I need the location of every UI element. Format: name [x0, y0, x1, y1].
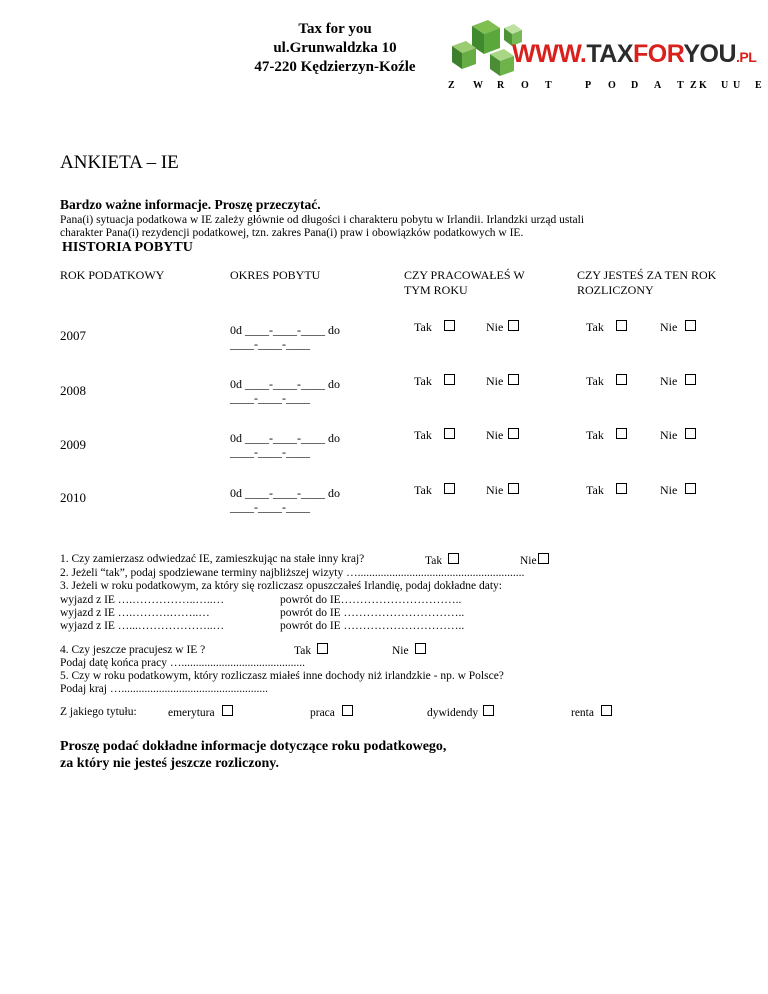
worked-yes-checkbox[interactable]: Tak — [414, 428, 455, 443]
settled-no-checkbox[interactable]: Nie — [660, 483, 696, 498]
income-disability-checkbox[interactable]: renta — [571, 705, 612, 720]
col-header-worked: CZY PRACOWAŁEŚ W — [404, 268, 525, 282]
tagline-u: U — [733, 80, 741, 91]
q1-yes-checkbox[interactable]: Tak — [425, 553, 459, 568]
settled-no-checkbox[interactable]: Nie — [660, 428, 696, 443]
question-1: 1. Czy zamierzasz odwiedzać IE, zamieszkując na stałe inny kraj? — [60, 553, 365, 565]
income-pension-checkbox[interactable]: emerytura — [168, 705, 233, 720]
year-2007: 2007 — [60, 328, 86, 343]
col-header-settled-2: ROZLICZONY — [577, 283, 654, 297]
col-header-year: ROK PODATKOWY — [60, 268, 165, 282]
settled-yes-checkbox[interactable]: Tak — [586, 483, 627, 498]
period-to-field[interactable]: ____-____-____ — [230, 445, 310, 459]
departure-date-field[interactable]: wyjazd z IE ….……….……..… — [60, 607, 210, 619]
intro-line-1: Pana(i) sytuacja podatkowa w IE zależy głównie od długości i charakteru pobytu w Irlandii. Irlandzki urząd ustali — [60, 214, 585, 226]
tagline-e: E — [755, 80, 762, 91]
intro-line-2: charakter Pana(i) rezydencji podatkowej, tzn. zakres Pana(i) praw i obowiązków podatkowych w IE. — [60, 227, 524, 239]
period-from-field[interactable]: 0d ____-____-____ do — [230, 323, 340, 337]
return-date-field[interactable]: powrót do IE………………………….. — [280, 594, 462, 606]
col-header-worked-2: TYM ROKU — [404, 283, 468, 297]
q1-no-checkbox[interactable]: Nie — [520, 553, 549, 568]
settled-yes-checkbox[interactable]: Tak — [586, 320, 627, 335]
worked-no-checkbox[interactable]: Nie — [486, 483, 519, 498]
question-4-end-date[interactable]: Podaj datę końca pracy …........................................... — [60, 657, 305, 669]
question-4: 4. Czy jeszcze pracujesz w IE ? — [60, 644, 206, 656]
departure-date-field[interactable]: wyjazd z IE …...………………..… — [60, 620, 225, 632]
worked-no-checkbox[interactable]: Nie — [486, 374, 519, 389]
year-2010: 2010 — [60, 490, 86, 505]
page-title: ANKIETA – IE — [60, 152, 179, 173]
return-date-field[interactable]: powrót do IE ………………………….. — [280, 620, 465, 632]
question-3: 3. Jeżeli w roku podatkowym, za który się rozliczasz opuszczałeś Irlandię, podaj dokładne daty: — [60, 580, 502, 592]
settled-no-checkbox[interactable]: Nie — [660, 374, 696, 389]
question-5-country[interactable]: Podaj kraj …................................................... — [60, 683, 268, 695]
period-from-field[interactable]: 0d ____-____-____ do — [230, 377, 340, 391]
departure-date-field[interactable]: wyjazd z IE ….……………..…..… — [60, 594, 225, 606]
company-name: Tax for you — [298, 21, 372, 37]
year-2009: 2009 — [60, 437, 86, 452]
year-2008: 2008 — [60, 383, 86, 398]
period-to-field[interactable]: ____-____-____ — [230, 391, 310, 405]
worked-no-checkbox[interactable]: Nie — [486, 428, 519, 443]
worked-no-checkbox[interactable]: Nie — [486, 320, 519, 335]
period-from-field[interactable]: 0d ____-____-____ do — [230, 431, 340, 445]
q4-no-checkbox[interactable]: Nie — [392, 643, 426, 658]
return-date-field[interactable]: powrót do IE ………………………….. — [280, 607, 465, 619]
col-header-period: OKRES POBYTU — [230, 268, 321, 282]
settled-no-checkbox[interactable]: Nie — [660, 320, 696, 335]
settled-yes-checkbox[interactable]: Tak — [586, 428, 627, 443]
company-street: ul.Grunwaldzka 10 — [273, 40, 397, 56]
period-from-field[interactable]: 0d ____-____-____ do — [230, 486, 340, 500]
income-dividends-checkbox[interactable]: dywidendy — [427, 705, 494, 720]
question-5: 5. Czy w roku podatkowym, który rozliczasz miałeś inne dochody niż irlandzkie - np. w Polsce? — [60, 670, 504, 682]
period-to-field[interactable]: ____-____-____ — [230, 500, 310, 514]
period-to-field[interactable]: ____-____-____ — [230, 337, 310, 351]
tagline-z: Z — [690, 80, 697, 91]
income-label: Z jakiego tytułu: — [60, 706, 137, 718]
footer-note-line-2: za który nie jesteś jeszcze rozliczony. — [60, 756, 279, 771]
brand-logo: WWW.TAXFORYOU.PL — [512, 40, 757, 68]
col-header-settled: CZY JESTEŚ ZA TEN ROK — [577, 268, 717, 282]
worked-yes-checkbox[interactable]: Tak — [414, 374, 455, 389]
important-notice: Bardzo ważne informacje. Proszę przeczytać. — [60, 197, 321, 212]
question-2: 2. Jeżeli “tak”, podaj spodziewane terminy najbliższej wizyty ….......................................................... — [60, 567, 525, 579]
company-city: 47-220 Kędzierzyn-Koźle — [254, 59, 416, 75]
q4-yes-checkbox[interactable]: Tak — [294, 643, 328, 658]
settled-yes-checkbox[interactable]: Tak — [586, 374, 627, 389]
income-work-checkbox[interactable]: praca — [310, 705, 353, 720]
worked-yes-checkbox[interactable]: Tak — [414, 320, 455, 335]
footer-note-line-1: Proszę podać dokładne informacje dotyczące roku podatkowego, — [60, 739, 447, 754]
worked-yes-checkbox[interactable]: Tak — [414, 483, 455, 498]
section-heading: HISTORIA POBYTU — [62, 240, 193, 255]
